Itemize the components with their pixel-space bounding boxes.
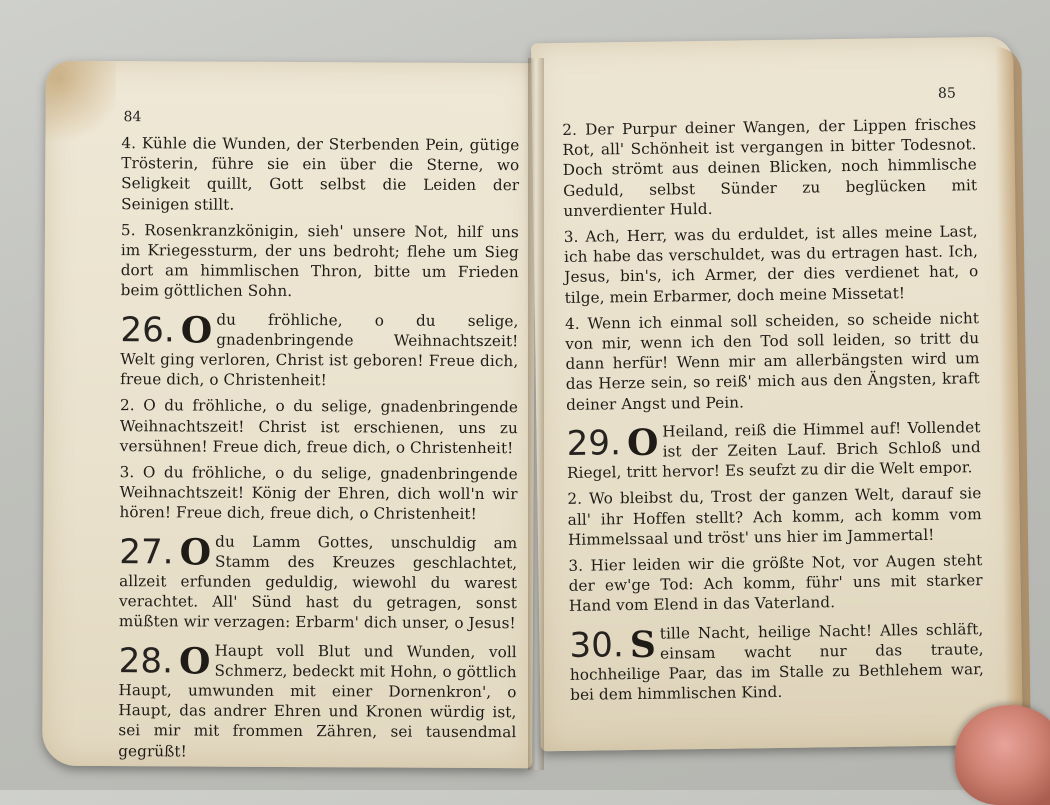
- open-hymnal: [38, 40, 1028, 775]
- hymn-number: 29.: [566, 423, 622, 464]
- left-page-text: [118, 133, 519, 769]
- hymn-30: [569, 619, 984, 706]
- page-number-left: 84: [123, 109, 142, 126]
- left-page: [42, 61, 536, 769]
- verse-text: 2. Wo bleibst du, Trost der ganzen Welt, darauf sie all' ihr Hoffen stellt? Ach komm, ach komm vom Himmelssaal und tröst' uns hier im Jammertal!: [567, 484, 982, 549]
- hymn-number: 26.: [120, 309, 175, 351]
- verse-text: 5. Rosenkranzkönigin, sieh' unsere Not, hilf uns im Kriegessturm, der uns bedroht; flehe um Sieg dort am himmlischen Thron, bitte um Frieden beim göttlichen Sohn.: [120, 220, 520, 301]
- edge-stain: [995, 47, 1031, 737]
- drop-initial: O: [180, 309, 213, 352]
- drop-initial: O: [179, 531, 212, 574]
- corner-stain: [45, 61, 115, 151]
- book-spine: [528, 58, 544, 770]
- drop-initial: S: [629, 623, 657, 666]
- verse-text: 3. Hier leiden wir die größte Not, vor Augen steht der ew'ge Tod: Ach komm, führ' uns mit starker Hand vom Elend in das Vaterland.: [568, 551, 983, 616]
- verse-text: 3. O du fröhliche, o du selige, gnadenbringende Weihnachtszeit! König der Ehren, dich woll'n wir hören! Freue dich, freue dich, o Christenheit!: [119, 463, 518, 524]
- hymn-number: 28.: [118, 640, 174, 682]
- page-number-right: 85: [937, 85, 956, 102]
- hymn-28: [118, 640, 517, 763]
- hymn-number: 30.: [569, 624, 625, 666]
- hymn-27: [119, 531, 518, 634]
- verse-text: 3. Ach, Herr, was du erduldet, ist alles meine Last, ich habe das verschuldet, was du ertragen hast. Ich, Jesus, bin's, ich Armer, der dies verdienet hat, o tilge, mein Erbarmer, doch meine Missetat!: [563, 222, 979, 307]
- hymn-29: [566, 417, 981, 483]
- right-page: [531, 37, 1023, 752]
- hymn-26: [120, 309, 518, 392]
- verse-text: 2. Der Purpur deiner Wangen, der Lippen frisches Rot, all' Schönheit ist vergangen in bitter Todesnot. Doch strömt aus deinen Blicken, noch himmlische Geduld, selbst Sünder zu beglücken mit unverdienter Huld.: [562, 115, 978, 220]
- hymn-text: du Lamm Gottes, unschuldig am Stamm des Kreuzes geschlachtet, allzeit erfunden geduldig, wiewohl du warest verachtet. All' Sünd hast du getragen, sonst müßten wir verzagen: Erbarm' dich unser, o Jesus!: [118, 532, 518, 633]
- verse-text: 2. O du fröhliche, o du selige, gnadenbringende Weihnachtszeit! Christ ist erschienen, uns zu versühnen! Freue dich, freue dich, o Christenheit!: [119, 396, 519, 458]
- verse-text: 4. Wenn ich einmal soll scheiden, so scheide nicht von mir, wenn ich den Tod soll leiden, so tritt du dann herfür! Wenn mir am allerbängsten wird um das Herze sein, so reiß' mich aus den Ängsten, kraft deiner Angst und Pein.: [564, 309, 980, 414]
- hymn-number: 27.: [119, 531, 174, 573]
- hymn-text: tille Nacht, heilige Nacht! Alles schläft, einsam wacht nur das traute, hochheilige Paar, das im Stalle zu Bethlehem war, bei dem himmlischen Kind.: [569, 619, 984, 705]
- thumb: [955, 705, 1050, 805]
- hymn-text: Heiland, reiß die Himmel auf! Vollendet ist der Zeiten Lauf. Brich Schloß und Riegel, tritt hervor! Es seufzt zu dir die Welt empor.: [566, 418, 981, 483]
- right-page-text: [562, 114, 984, 711]
- verse-text: 4. Kühle die Wunden, der Sterbenden Pein, gütige Trösterin, führe sie ein über die Sterne, wo Seligkeit quillt, Gott selbst die Leiden der Seinigen stillt.: [121, 134, 520, 214]
- hymn-text: Haupt voll Blut und Wunden, voll Schmerz, bedeckt mit Hohn, o göttlich Haupt, umwunden mit einer Dornenkron', o Haupt, das andrer Ehren und Kronen würdig ist, sei mir mit frommen Zähren, sei tausendmal gegrüßt!: [118, 641, 517, 761]
- drop-initial: O: [178, 640, 211, 683]
- hymn-text: du fröhliche, o du selige, gnadenbringende Weihnachtszeit! Welt ging verloren, Christ ist geboren! Freue dich, freue dich, o Christenheit!: [120, 310, 519, 390]
- drop-initial: O: [626, 421, 659, 464]
